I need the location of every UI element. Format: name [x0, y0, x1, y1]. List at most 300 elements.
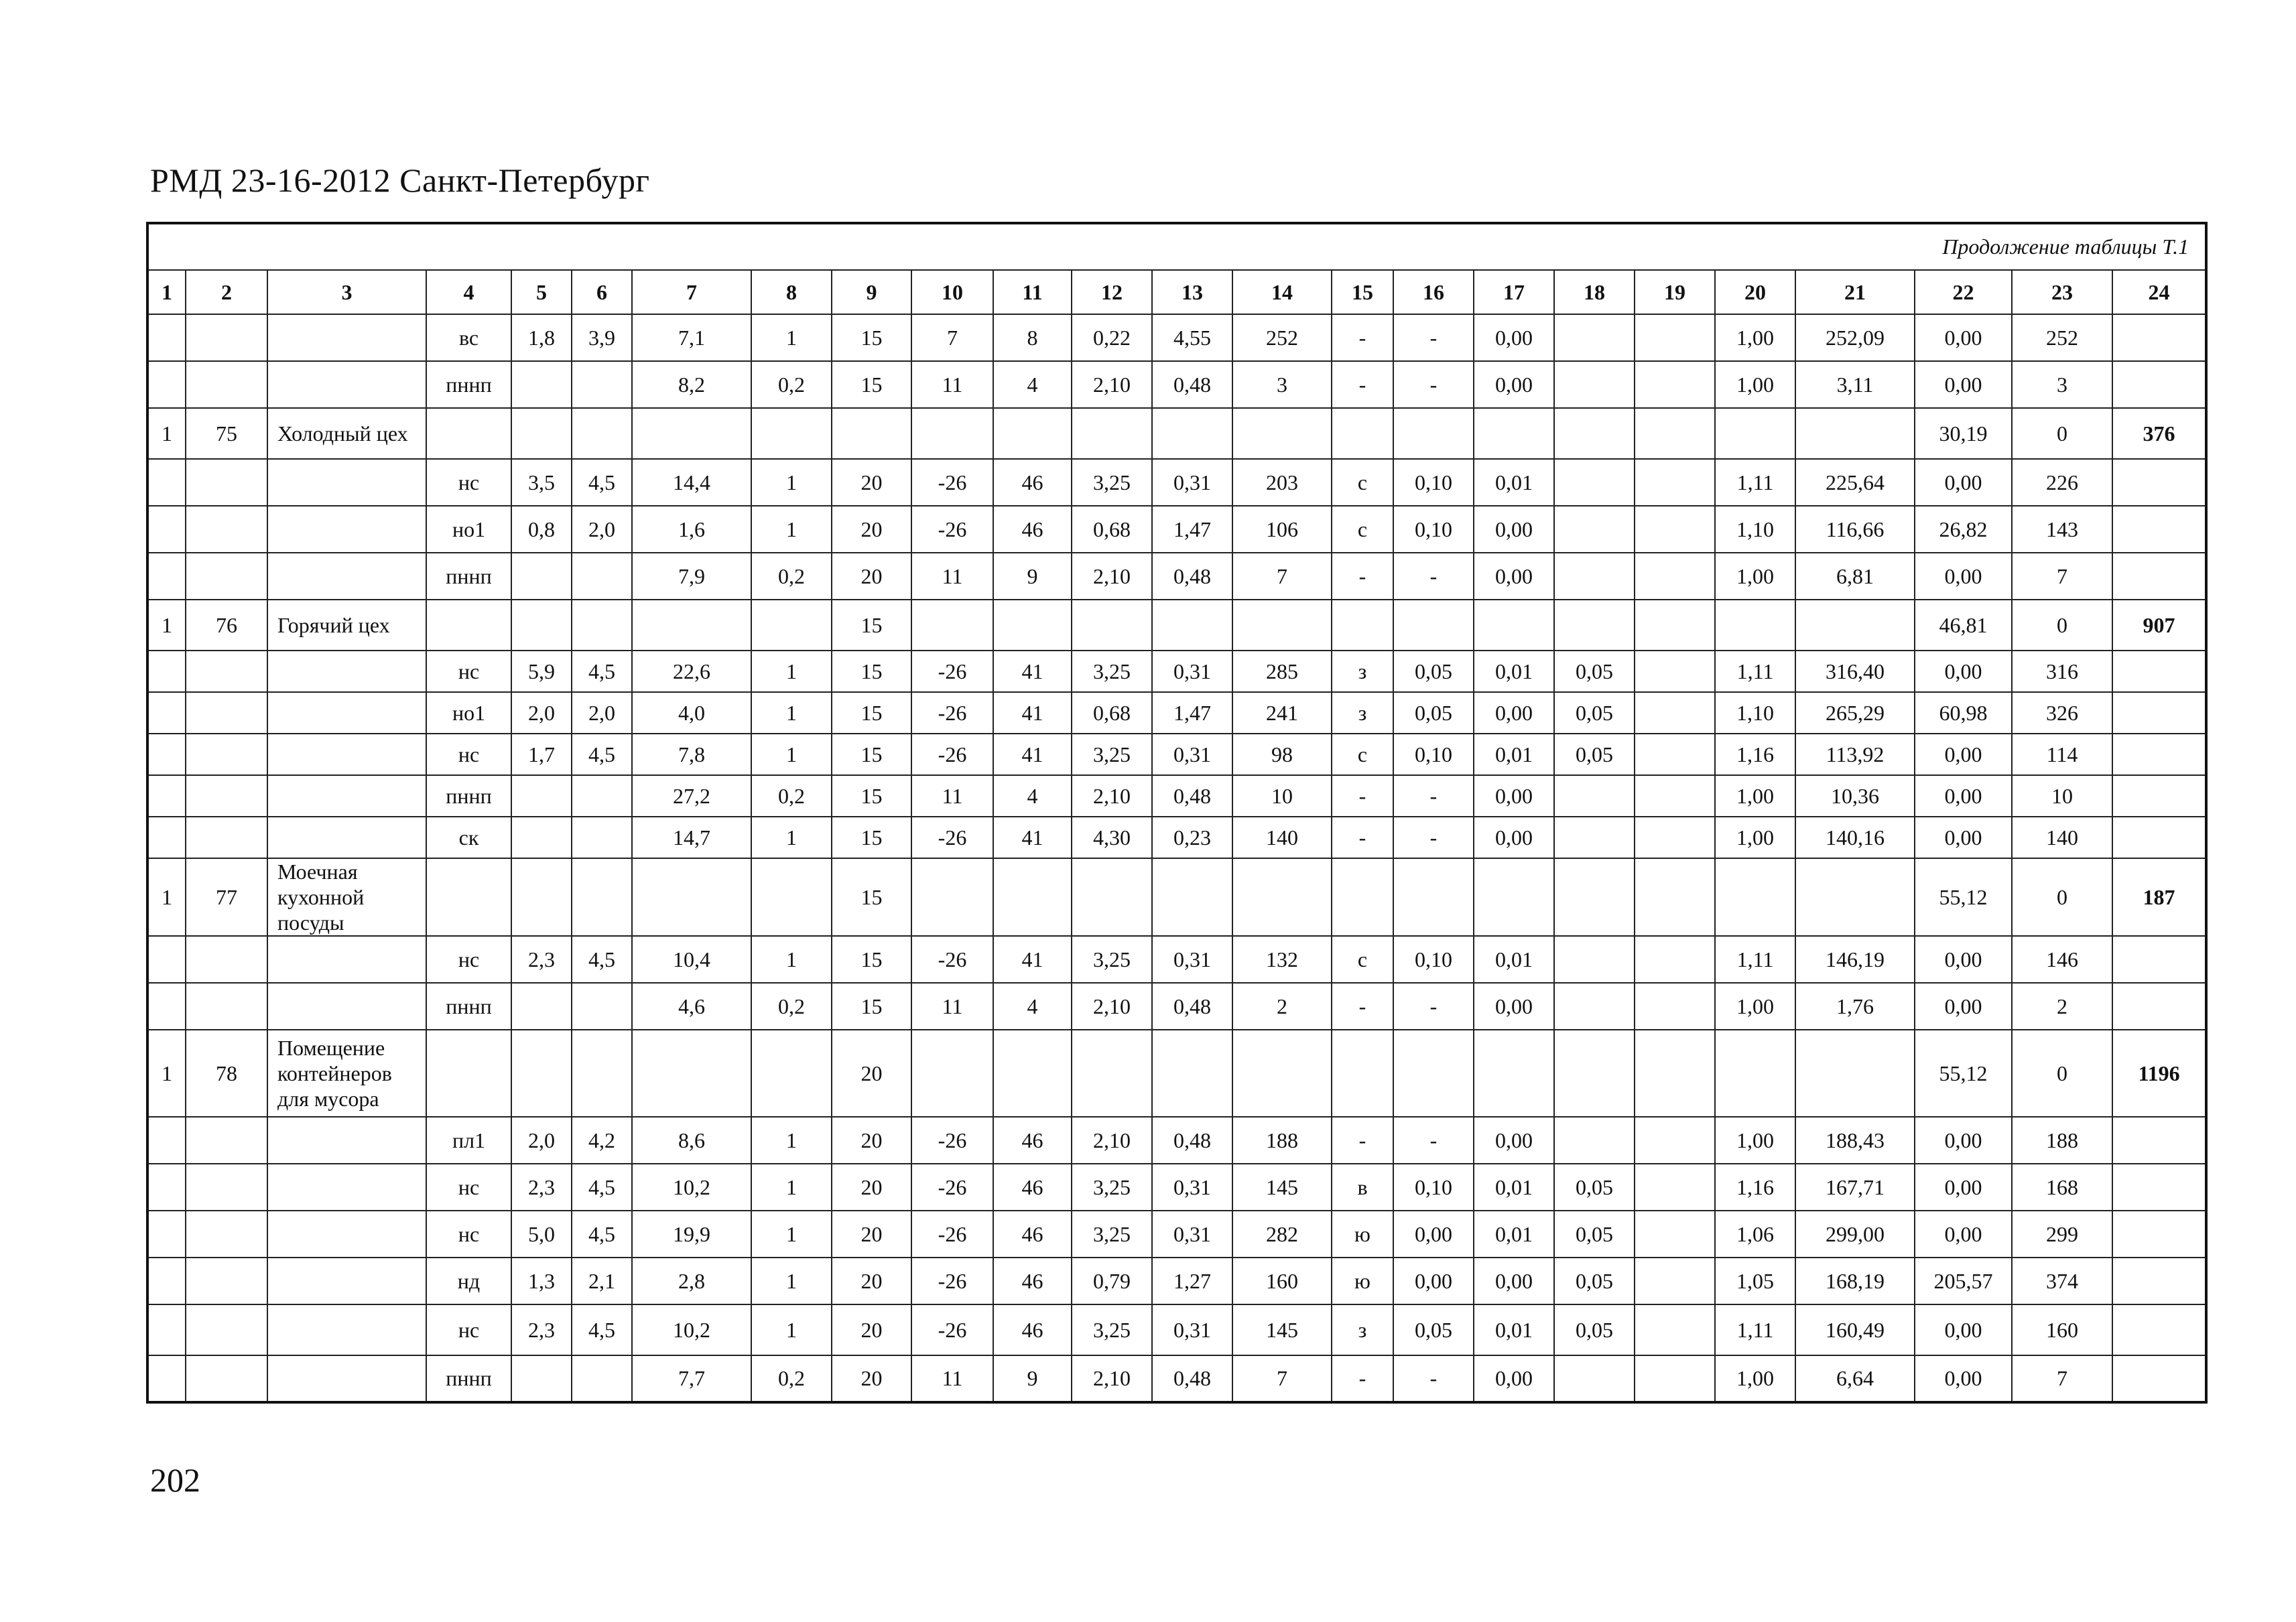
table-cell-col9: 20	[832, 1117, 911, 1164]
table-cell-col2	[186, 1304, 267, 1355]
table-cell-col22: 0,00	[1915, 553, 2012, 600]
table-cell-col23: 143	[2012, 506, 2112, 553]
table-cell-col7: 7,9	[632, 553, 751, 600]
table-row	[147, 1117, 2206, 1164]
table-cell-col24	[2112, 936, 2206, 983]
table-cell-col24	[2112, 692, 2206, 734]
table-cell-col6: 2,1	[572, 1258, 632, 1304]
table-cell-col2	[186, 361, 267, 408]
table-cell-col10	[911, 1030, 993, 1117]
table-row	[147, 775, 2206, 817]
table-cell-col20	[1715, 408, 1795, 459]
table-cell-col8: 0,2	[751, 1355, 832, 1402]
table-cell-col19	[1635, 983, 1715, 1030]
table-cell-col17	[1474, 1030, 1554, 1117]
table-cell-col8: 0,2	[751, 983, 832, 1030]
table-cell-col8: 1	[751, 734, 832, 775]
table-cell-col21: 265,29	[1795, 692, 1915, 734]
table-cell-col17: 0,00	[1474, 506, 1554, 553]
table-cell-col2	[186, 459, 267, 506]
table-cell-col5	[511, 858, 572, 936]
table-cell-col10: -26	[911, 1117, 993, 1164]
table-row	[147, 408, 2206, 459]
table-cell-col7: 10,2	[632, 1304, 751, 1355]
table-cell-col6: 4,5	[572, 651, 632, 692]
table-cell-col23: 140	[2012, 817, 2112, 858]
table-cell-col14	[1232, 600, 1332, 651]
table-cell-col3: Моечная кухонной посуды	[267, 858, 426, 936]
table-cell-col3	[267, 651, 426, 692]
table-cell-col6: 2,0	[572, 506, 632, 553]
table-cell-col10: 11	[911, 983, 993, 1030]
table-cell-col23: 0	[2012, 1030, 2112, 1117]
table-cell-col21: 140,16	[1795, 817, 1915, 858]
table-cell-col24	[2112, 1258, 2206, 1304]
table-cell-col14: 106	[1232, 506, 1332, 553]
table-cell-col13: 0,48	[1152, 1117, 1232, 1164]
table-cell-col22: 205,57	[1915, 1258, 2012, 1304]
table-cell-col18	[1554, 936, 1635, 983]
table-cell-col10: -26	[911, 1164, 993, 1211]
table-cell-col4: нс	[426, 459, 511, 506]
table-cell-col6: 4,2	[572, 1117, 632, 1164]
table-cell-col10: 11	[911, 361, 993, 408]
table-cell-col18	[1554, 600, 1635, 651]
table-cell-col23: 10	[2012, 775, 2112, 817]
table-cell-col5	[511, 775, 572, 817]
table-cell-col21: 146,19	[1795, 936, 1915, 983]
table-cell-col6: 4,5	[572, 1304, 632, 1355]
table-cell-col17	[1474, 408, 1554, 459]
table-cell-col6: 4,5	[572, 1164, 632, 1211]
table-cell-col15: с	[1332, 506, 1393, 553]
table-cell-col19	[1635, 936, 1715, 983]
table-cell-col11: 4	[993, 775, 1072, 817]
table-cell-col21: 6,81	[1795, 553, 1915, 600]
column-header-6: 6	[572, 270, 632, 314]
table-cell-col1	[147, 1164, 186, 1211]
table-cell-col13: 0,48	[1152, 553, 1232, 600]
table-cell-col12	[1072, 858, 1152, 936]
table-cell-col10: -26	[911, 506, 993, 553]
table-cell-col21: 116,66	[1795, 506, 1915, 553]
table-cell-col22: 26,82	[1915, 506, 2012, 553]
column-header-20: 20	[1715, 270, 1795, 314]
table-cell-col9: 15	[832, 983, 911, 1030]
table-cell-col5	[511, 1030, 572, 1117]
table-cell-col18: 0,05	[1554, 734, 1635, 775]
table-cell-col8: 1	[751, 651, 832, 692]
table-cell-col13: 1,47	[1152, 692, 1232, 734]
column-header-15: 15	[1332, 270, 1393, 314]
table-cell-col5	[511, 408, 572, 459]
table-cell-col15: з	[1332, 692, 1393, 734]
table-cell-col2	[186, 1117, 267, 1164]
table-cell-col19	[1635, 651, 1715, 692]
table-cell-col1: 1	[147, 600, 186, 651]
table-cell-col18: 0,05	[1554, 1211, 1635, 1258]
table-cell-col19	[1635, 600, 1715, 651]
table-cell-col15: -	[1332, 361, 1393, 408]
table-cell-col16: 0,00	[1393, 1211, 1474, 1258]
table-cell-col13: 0,31	[1152, 651, 1232, 692]
table-cell-col9: 20	[832, 1258, 911, 1304]
table-cell-col21	[1795, 858, 1915, 936]
table-cell-col20	[1715, 600, 1795, 651]
table-cell-col4: нс	[426, 1304, 511, 1355]
table-cell-col24	[2112, 983, 2206, 1030]
table-cell-col16: -	[1393, 314, 1474, 361]
table-cell-col12: 0,22	[1072, 314, 1152, 361]
table-cell-col11: 46	[993, 1164, 1072, 1211]
table-cell-col15: з	[1332, 1304, 1393, 1355]
table-cell-col11: 46	[993, 1117, 1072, 1164]
table-cell-col24	[2112, 651, 2206, 692]
table-cell-col10: -26	[911, 459, 993, 506]
table-cell-col16: 0,10	[1393, 506, 1474, 553]
table-cell-col24	[2112, 734, 2206, 775]
table-cell-col17: 0,00	[1474, 775, 1554, 817]
table-cell-col12: 0,68	[1072, 506, 1152, 553]
table-cell-col11: 46	[993, 1304, 1072, 1355]
table-cell-col1	[147, 983, 186, 1030]
table-cell-col10: -26	[911, 734, 993, 775]
table-cell-col19	[1635, 506, 1715, 553]
table-cell-col19	[1635, 1117, 1715, 1164]
table-cell-col15: -	[1332, 1117, 1393, 1164]
table-cell-col14: 10	[1232, 775, 1332, 817]
table-cell-col20: 1,11	[1715, 1304, 1795, 1355]
table-cell-col1	[147, 734, 186, 775]
table-cell-col23: 168	[2012, 1164, 2112, 1211]
table-cell-col6	[572, 1355, 632, 1402]
table-cell-col4: ск	[426, 817, 511, 858]
table-cell-col23: 188	[2012, 1117, 2112, 1164]
table-cell-col23: 7	[2012, 1355, 2112, 1402]
table-row	[147, 858, 2206, 936]
table-cell-col3	[267, 734, 426, 775]
table-cell-col6: 3,9	[572, 314, 632, 361]
table-cell-col21: 1,76	[1795, 983, 1915, 1030]
table-cell-col17: 0,00	[1474, 553, 1554, 600]
table-cell-col4: нд	[426, 1258, 511, 1304]
table-cell-col1	[147, 553, 186, 600]
table-cell-col16: -	[1393, 553, 1474, 600]
table-cell-col16: 0,10	[1393, 1164, 1474, 1211]
table-cell-col9: 15	[832, 858, 911, 936]
table-cell-col18	[1554, 983, 1635, 1030]
table-cell-col20: 1,00	[1715, 361, 1795, 408]
table-cell-col1: 1	[147, 408, 186, 459]
table-cell-col18	[1554, 1117, 1635, 1164]
table-cell-col1	[147, 692, 186, 734]
table-cell-col24	[2112, 1211, 2206, 1258]
table-cell-col13: 1,47	[1152, 506, 1232, 553]
table-cell-col12: 2,10	[1072, 1117, 1152, 1164]
table-cell-col7: 14,7	[632, 817, 751, 858]
table-cell-col12: 3,25	[1072, 1164, 1152, 1211]
table-cell-col5: 2,3	[511, 1164, 572, 1211]
table-cell-col14	[1232, 858, 1332, 936]
table-cell-col13	[1152, 408, 1232, 459]
table-cell-col8	[751, 600, 832, 651]
table-cell-col18	[1554, 775, 1635, 817]
table-cell-col17: 0,00	[1474, 817, 1554, 858]
table-cell-col21: 316,40	[1795, 651, 1915, 692]
table-cell-col24	[2112, 553, 2206, 600]
table-row	[147, 1355, 2206, 1402]
table-cell-col15: -	[1332, 1355, 1393, 1402]
table-cell-col19	[1635, 1355, 1715, 1402]
table-cell-col22: 0,00	[1915, 734, 2012, 775]
table-cell-col4: пннп	[426, 1355, 511, 1402]
table-cell-col13	[1152, 858, 1232, 936]
table-cell-col8: 1	[751, 1211, 832, 1258]
table-cell-col15: -	[1332, 817, 1393, 858]
table-cell-col8: 1	[751, 817, 832, 858]
table-cell-col21: 6,64	[1795, 1355, 1915, 1402]
column-header-14: 14	[1232, 270, 1332, 314]
table-cell-col12: 2,10	[1072, 983, 1152, 1030]
table-cell-col13: 0,48	[1152, 361, 1232, 408]
table-cell-col22: 0,00	[1915, 314, 2012, 361]
column-header-22: 22	[1915, 270, 2012, 314]
table-cell-col17	[1474, 858, 1554, 936]
table-cell-col4	[426, 600, 511, 651]
table-cell-col3	[267, 361, 426, 408]
table-cell-col19	[1635, 1030, 1715, 1117]
table-cell-col9: 15	[832, 361, 911, 408]
table-cell-col12: 0,68	[1072, 692, 1152, 734]
table-row	[147, 314, 2206, 361]
table-row	[147, 1164, 2206, 1211]
table-cell-col13: 0,31	[1152, 936, 1232, 983]
table-cell-col11	[993, 858, 1072, 936]
table-row	[147, 692, 2206, 734]
table-cell-col10: -26	[911, 1211, 993, 1258]
table-cell-col22: 60,98	[1915, 692, 2012, 734]
table-cell-col20	[1715, 1030, 1795, 1117]
table-cell-col10: -26	[911, 692, 993, 734]
table-cell-col15: ю	[1332, 1211, 1393, 1258]
column-header-18: 18	[1554, 270, 1635, 314]
table-cell-col2	[186, 506, 267, 553]
column-header-13: 13	[1152, 270, 1232, 314]
table-cell-col15: с	[1332, 936, 1393, 983]
table-cell-col12: 2,10	[1072, 553, 1152, 600]
table-cell-col9: 20	[832, 1304, 911, 1355]
table-cell-col21: 188,43	[1795, 1117, 1915, 1164]
document-header: РМД 23-16-2012 Санкт-Петербург	[150, 161, 650, 199]
table-cell-col3	[267, 775, 426, 817]
table-cell-col3: Помещение контейнеров для мусора	[267, 1030, 426, 1117]
table-cell-col5: 1,3	[511, 1258, 572, 1304]
column-header-24: 24	[2112, 270, 2206, 314]
table-cell-col13: 1,27	[1152, 1258, 1232, 1304]
column-header-2: 2	[186, 270, 267, 314]
table-cell-col15: ю	[1332, 1258, 1393, 1304]
table-cell-col11: 46	[993, 506, 1072, 553]
table-continuation-label: Продолжение таблицы Т.1	[147, 223, 2206, 270]
table-cell-col18	[1554, 817, 1635, 858]
table-cell-col8: 1	[751, 459, 832, 506]
table-cell-col6: 4,5	[572, 1211, 632, 1258]
table-cell-col1	[147, 1304, 186, 1355]
table-cell-col2	[186, 651, 267, 692]
table-cell-col21	[1795, 408, 1915, 459]
table-cell-col14: 160	[1232, 1258, 1332, 1304]
table-cell-col15: з	[1332, 651, 1393, 692]
column-header-7: 7	[632, 270, 751, 314]
table-cell-col15	[1332, 858, 1393, 936]
table-cell-col2	[186, 692, 267, 734]
table-row	[147, 1030, 2206, 1117]
table-cell-col4	[426, 1030, 511, 1117]
table-cell-col22: 0,00	[1915, 983, 2012, 1030]
table-cell-col19	[1635, 1258, 1715, 1304]
table-cell-col22: 0,00	[1915, 936, 2012, 983]
table-cell-col12	[1072, 408, 1152, 459]
table-row	[147, 817, 2206, 858]
table-cell-col18	[1554, 858, 1635, 936]
table-cell-col17: 0,00	[1474, 1258, 1554, 1304]
column-header-17: 17	[1474, 270, 1554, 314]
table-cell-col21: 10,36	[1795, 775, 1915, 817]
table-cell-col4	[426, 858, 511, 936]
table-cell-col10: -26	[911, 651, 993, 692]
table-cell-col16: -	[1393, 775, 1474, 817]
table-cell-col11	[993, 600, 1072, 651]
table-cell-col13: 0,23	[1152, 817, 1232, 858]
table-row	[147, 1304, 2206, 1355]
table-cell-col17: 0,00	[1474, 361, 1554, 408]
table-cell-col10: 11	[911, 775, 993, 817]
table-cell-col14: 3	[1232, 361, 1332, 408]
table-cell-col17: 0,01	[1474, 459, 1554, 506]
table-cell-col13: 0,48	[1152, 775, 1232, 817]
table-cell-col16: -	[1393, 361, 1474, 408]
table-row	[147, 553, 2206, 600]
table-cell-col11: 8	[993, 314, 1072, 361]
table-cell-col5: 1,7	[511, 734, 572, 775]
table-cell-col4: нс	[426, 1211, 511, 1258]
table-cell-col12: 2,10	[1072, 1355, 1152, 1402]
table-cell-col1	[147, 1355, 186, 1402]
table-cell-col9: 20	[832, 1030, 911, 1117]
table-cell-col19	[1635, 459, 1715, 506]
table-cell-col5: 5,9	[511, 651, 572, 692]
table-cell-col13: 0,31	[1152, 1211, 1232, 1258]
table-cell-col12: 0,79	[1072, 1258, 1152, 1304]
table-cell-col12	[1072, 1030, 1152, 1117]
table-cell-col7	[632, 600, 751, 651]
column-header-10: 10	[911, 270, 993, 314]
table-cell-col4: вс	[426, 314, 511, 361]
table-cell-col20: 1,00	[1715, 314, 1795, 361]
table-cell-col5: 2,3	[511, 936, 572, 983]
table-cell-col15: -	[1332, 983, 1393, 1030]
table-cell-col15	[1332, 600, 1393, 651]
table-cell-col22: 0,00	[1915, 1355, 2012, 1402]
table-cell-col13	[1152, 1030, 1232, 1117]
table-cell-col8: 0,2	[751, 361, 832, 408]
table-cell-col3	[267, 314, 426, 361]
table-cell-col2	[186, 983, 267, 1030]
table-cell-col24	[2112, 361, 2206, 408]
table-cell-col5: 0,8	[511, 506, 572, 553]
table-cell-col24	[2112, 775, 2206, 817]
table-cell-col23: 226	[2012, 459, 2112, 506]
table-cell-col1	[147, 506, 186, 553]
table-cell-col9: 20	[832, 1164, 911, 1211]
table-cell-col2	[186, 1258, 267, 1304]
table-cell-col18	[1554, 506, 1635, 553]
table-cell-col16	[1393, 1030, 1474, 1117]
table-cell-col11: 41	[993, 936, 1072, 983]
table-cell-col20: 1,00	[1715, 1355, 1795, 1402]
table-cell-col4: но1	[426, 506, 511, 553]
table-cell-col7: 10,4	[632, 936, 751, 983]
table-cell-col13	[1152, 600, 1232, 651]
table-cell-col17: 0,00	[1474, 314, 1554, 361]
table-cell-col10: -26	[911, 936, 993, 983]
table-cell-col11	[993, 408, 1072, 459]
table-cell-col24	[2112, 1304, 2206, 1355]
table-cell-col19	[1635, 553, 1715, 600]
table-cell-col14: 203	[1232, 459, 1332, 506]
table-cell-col23: 3	[2012, 361, 2112, 408]
table-cell-col7	[632, 1030, 751, 1117]
table-cell-col15: -	[1332, 775, 1393, 817]
column-header-1: 1	[147, 270, 186, 314]
page-number: 202	[150, 1461, 200, 1499]
column-header-4: 4	[426, 270, 511, 314]
table-cell-col13: 0,48	[1152, 1355, 1232, 1402]
table-cell-col21: 168,19	[1795, 1258, 1915, 1304]
table-cell-col3	[267, 1164, 426, 1211]
table-cell-col12	[1072, 600, 1152, 651]
table-cell-col8: 0,2	[751, 553, 832, 600]
table-cell-col5: 2,3	[511, 1304, 572, 1355]
table-cell-col20: 1,16	[1715, 734, 1795, 775]
table-cell-col19	[1635, 734, 1715, 775]
table-cell-col3	[267, 459, 426, 506]
table-cell-col2	[186, 936, 267, 983]
table-cell-col17: 0,01	[1474, 936, 1554, 983]
table-cell-col8: 1	[751, 314, 832, 361]
table-header-row	[147, 270, 2206, 314]
table-cell-col10	[911, 600, 993, 651]
table-cell-col5	[511, 361, 572, 408]
table-cell-col10: -26	[911, 1258, 993, 1304]
table-cell-col9: 15	[832, 734, 911, 775]
table-cell-col8: 0,2	[751, 775, 832, 817]
table-cell-col5: 2,0	[511, 692, 572, 734]
table-cell-col15: с	[1332, 734, 1393, 775]
table-cell-col14: 98	[1232, 734, 1332, 775]
table-cell-col11: 9	[993, 553, 1072, 600]
column-header-19: 19	[1635, 270, 1715, 314]
table-cell-col10: -26	[911, 817, 993, 858]
table-cell-col9: 15	[832, 775, 911, 817]
table-cell-col16	[1393, 858, 1474, 936]
table-cell-col16: 0,10	[1393, 459, 1474, 506]
table-cell-col1	[147, 1211, 186, 1258]
column-header-8: 8	[751, 270, 832, 314]
table-cell-col16	[1393, 408, 1474, 459]
table-cell-col24	[2112, 314, 2206, 361]
table-cell-col3: Холодный цех	[267, 408, 426, 459]
